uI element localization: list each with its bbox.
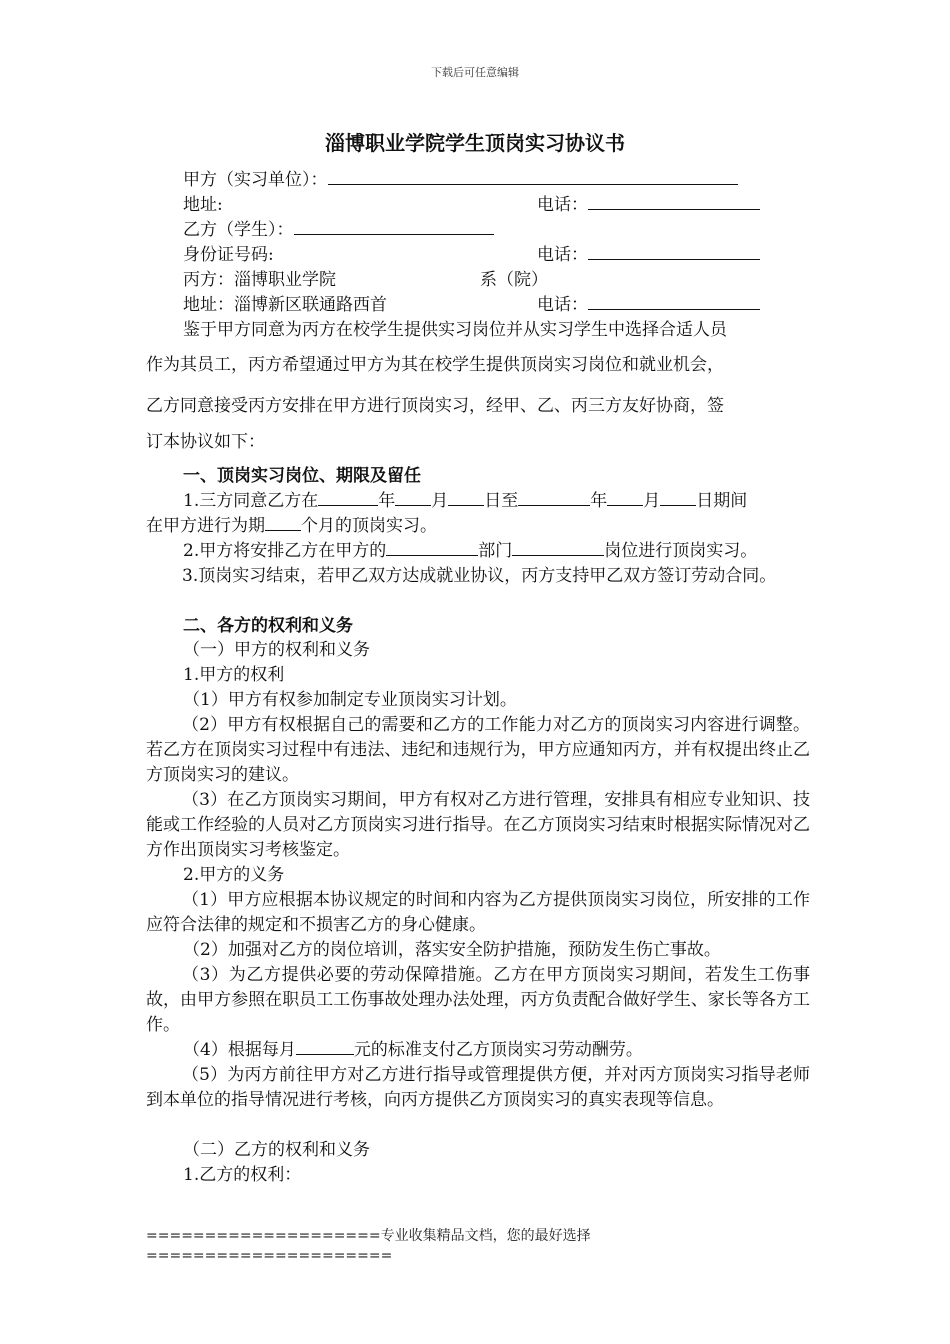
address-a-row	[183, 193, 223, 217]
end-month-field[interactable]	[607, 489, 643, 506]
s1-item1-line1	[183, 489, 747, 513]
s1-day-period-label: 日期间	[696, 491, 748, 511]
intro-line-3: 乙方同意接受丙方安排在甲方进行顶岗实习，经甲、乙、丙三方友好协商，签	[146, 396, 724, 416]
phone-b-label: 电话：	[537, 245, 588, 265]
party-a-label: 甲方（实习单位）：	[183, 170, 328, 190]
s1-item1-line2	[146, 514, 437, 538]
party-a-row	[183, 168, 738, 192]
s1-month-label: 月	[431, 491, 449, 511]
party-b-rights-heading: 1.乙方的权利：	[183, 1165, 302, 1185]
party-c-row	[183, 268, 336, 292]
s1-item3: 3.顶岗实习结束，若甲乙双方达成就业协议，丙方支持甲乙双方签订劳动合同。	[182, 566, 777, 586]
phone-c-field[interactable]	[588, 293, 760, 310]
duty-4-b: 元的标准支付乙方顶岗实习劳动酬劳。	[353, 1040, 643, 1060]
s1-year2-label: 年	[590, 491, 608, 511]
s1-item1-c: 个月的顶岗实习。	[301, 516, 437, 536]
duty-5: （5）为丙方前往甲方对乙方进行指导或管理提供方便，并对丙方顶岗实习指导老师到本单位的指导情况进行考核，向丙方提供乙方顶岗实习的真实表现等信息。	[146, 1065, 810, 1110]
s1-item2-a: 2.甲方将安排乙方在甲方的	[183, 541, 387, 561]
months-field[interactable]	[265, 514, 301, 531]
s1-item2-c: 岗位进行顶岗实习。	[604, 541, 758, 561]
party-b-row	[183, 218, 494, 242]
duty-1: （1）甲方应根据本协议规定的时间和内容为乙方提供顶岗实习岗位，所安排的工作应符合法律的规定和不损害乙方的身心健康。	[146, 890, 810, 935]
document-title: 淄博职业学院学生顶岗实习协议书	[325, 131, 625, 155]
phone-a-row	[537, 193, 760, 217]
start-day-field[interactable]	[448, 489, 484, 506]
s1-item1-b: 在甲方进行为期	[146, 516, 265, 536]
party-a-duties-heading: 2.甲方的义务	[183, 865, 285, 885]
footer-banner: ====================专业收集精品文档，您的最好选择=====================	[146, 1228, 591, 1264]
department-field[interactable]	[386, 539, 478, 556]
duty-4-a: （4）根据每月	[183, 1040, 296, 1060]
phone-c-row	[537, 293, 760, 317]
dept-row	[480, 268, 548, 292]
s1-day-to-label: 日至	[484, 491, 519, 511]
position-field[interactable]	[512, 539, 604, 556]
id-row	[183, 243, 274, 267]
s1-item2	[183, 539, 757, 563]
phone-b-field[interactable]	[588, 243, 760, 260]
intro-line-2: 作为其员工，丙方希望通过甲方为其在校学生提供顶岗实习岗位和就业机会，	[146, 355, 724, 375]
id-label: 身份证号码:	[183, 245, 274, 265]
start-month-field[interactable]	[395, 489, 431, 506]
s1-month2-label: 月	[643, 491, 661, 511]
s1-item2-b: 部门	[478, 541, 513, 561]
party-b-label: 乙方（学生）：	[183, 220, 294, 240]
dept-label: 系（院）	[480, 270, 548, 290]
phone-a-label: 电话：	[537, 195, 588, 215]
party-a-field[interactable]	[328, 168, 738, 185]
end-day-field[interactable]	[660, 489, 696, 506]
right-2: （2）甲方有权根据自己的需要和乙方的工作能力对乙方的顶岗实习内容进行调整。若乙方在顶岗实习过程中有违法、违纪和违规行为，甲方应通知丙方，并有权提出终止乙方顶岗实习的建议。	[146, 715, 810, 785]
phone-c-label: 电话：	[537, 295, 588, 315]
section-1-heading: 一、顶岗实习岗位、期限及留任	[183, 466, 421, 486]
address-c-label: 地址：淄博新区联通路西首	[183, 295, 387, 315]
phone-b-row	[537, 243, 760, 267]
intro-line-1: 鉴于甲方同意为丙方在校学生提供实习岗位并从实习学生中选择合适人员	[183, 320, 727, 340]
end-year-field[interactable]	[518, 489, 590, 506]
s1-year-label: 年	[378, 491, 396, 511]
section-2-heading: 二、各方的权利和义务	[183, 616, 353, 636]
address-c-row	[183, 293, 387, 317]
monthly-pay-field[interactable]	[296, 1038, 354, 1055]
party-a-rights-heading: 1.甲方的权利	[183, 665, 285, 685]
duty-2: （2）加强对乙方的岗位培训，落实安全防护措施，预防发生伤亡事故。	[183, 940, 721, 960]
right-3: （3）在乙方顶岗实习期间，甲方有权对乙方进行管理，安排具有相应专业知识、技能或工作经验的人员对乙方顶岗实习进行指导。在乙方顶岗实习结束时根据实际情况对乙方作出顶岗实习考核鉴定。	[146, 790, 810, 860]
duty-3: （3）为乙方提供必要的劳动保障措施。乙方在甲方顶岗实习期间，若发生工伤事故，由甲方参照在职员工工伤事故处理办法处理，丙方负责配合做好学生、家长等各方工作。	[146, 965, 810, 1035]
start-year-field[interactable]	[318, 489, 378, 506]
sub-heading-a: （一）甲方的权利和义务	[183, 640, 370, 660]
party-c-label: 丙方：淄博职业学院	[183, 270, 336, 290]
s1-item1-a: 1.三方同意乙方在	[183, 491, 319, 511]
sub-heading-b: （二）乙方的权利和义务	[183, 1140, 370, 1160]
duty-4	[183, 1038, 643, 1062]
phone-a-field[interactable]	[588, 193, 760, 210]
party-b-field[interactable]	[294, 218, 494, 235]
address-a-label: 地址:	[183, 195, 223, 215]
intro-line-4: 订本协议如下：	[146, 432, 265, 452]
right-1: （1）甲方有权参加制定专业顶岗实习计划。	[183, 690, 517, 710]
header-note: 下载后可任意编辑	[431, 66, 519, 79]
